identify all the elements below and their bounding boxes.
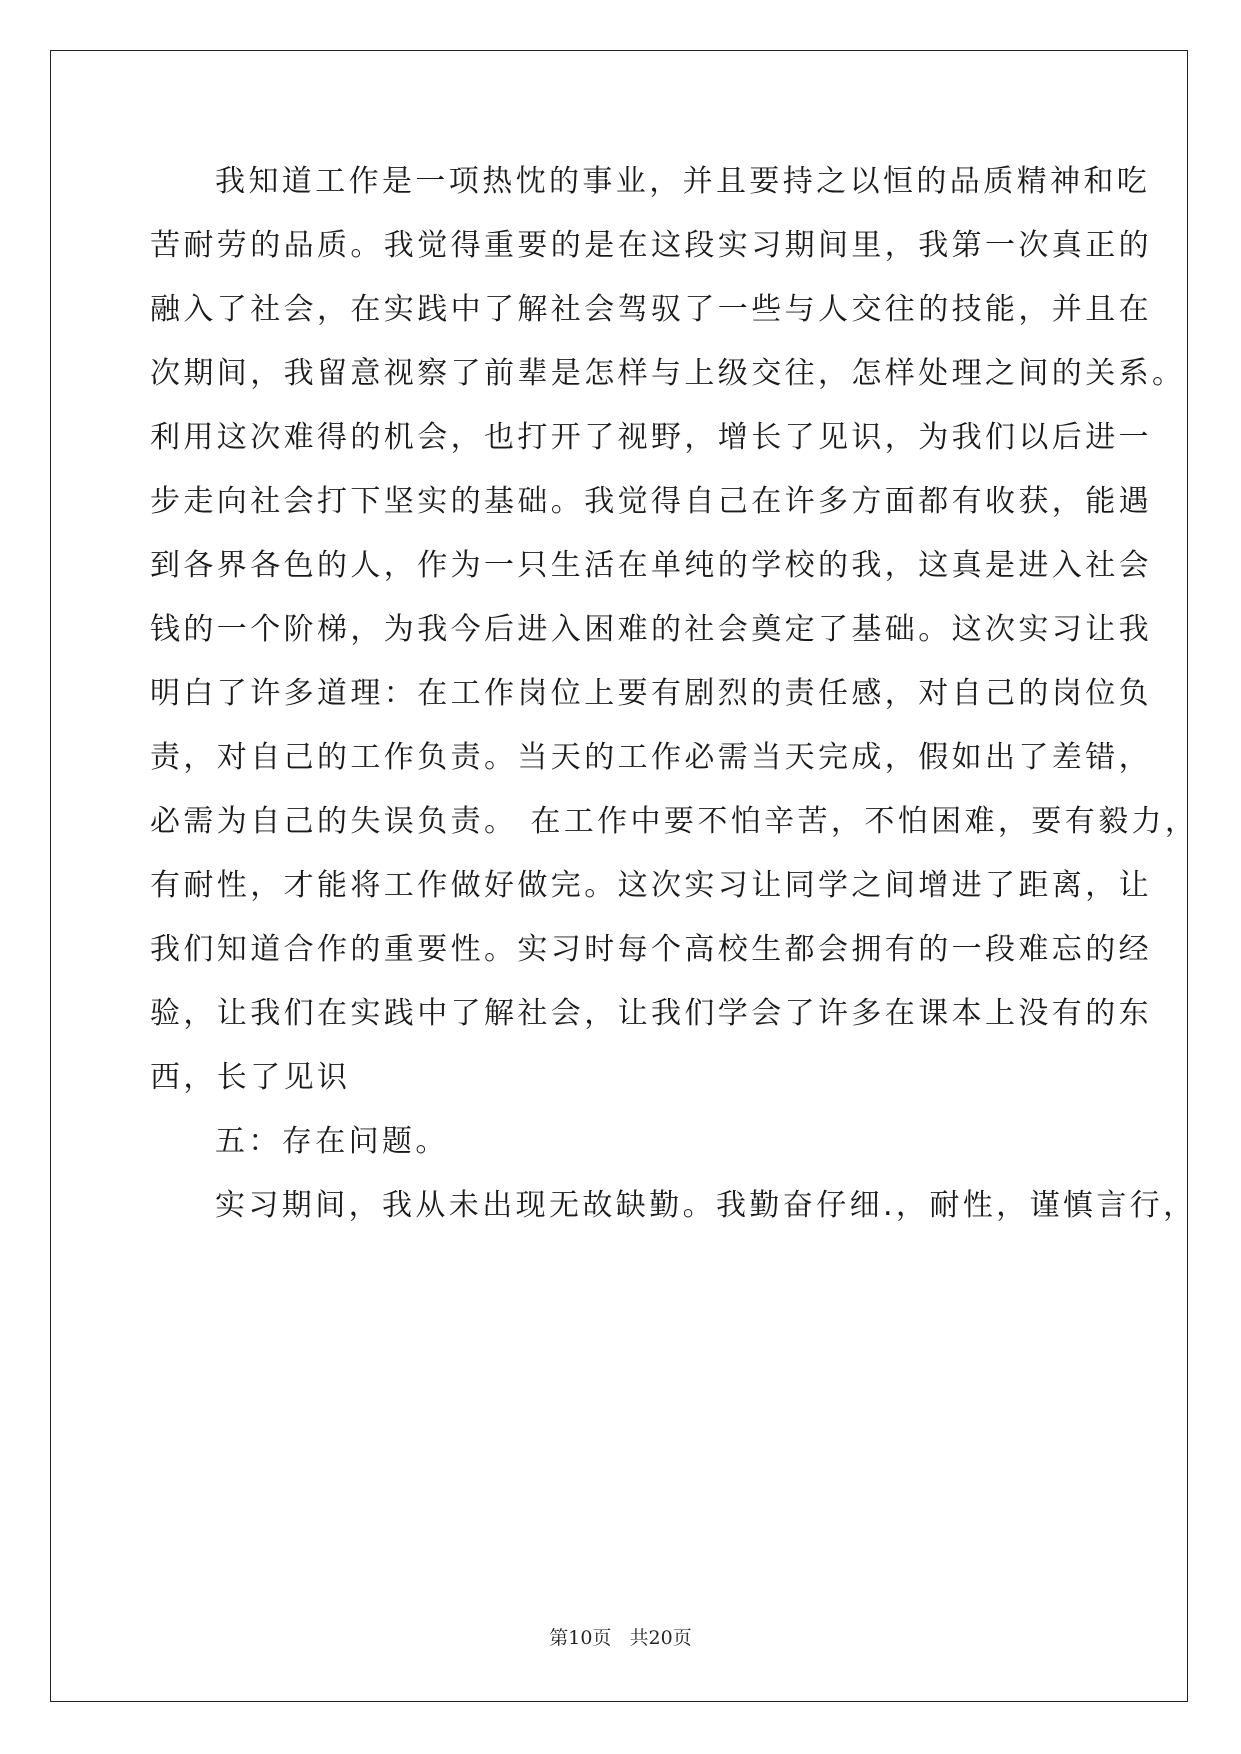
paragraph-line: 到各界各色的人，作为一只生活在单纯的学校的我，这真是进入社会	[150, 548, 1152, 583]
paragraph-line: 西，长了见识	[150, 1060, 351, 1095]
paragraph-line: 我们知道合作的重要性。实习时每个高校生都会拥有的一段难忘的经	[150, 932, 1152, 967]
paragraph-line: 步走向社会打下坚实的基础。我觉得自己在许多方面都有收获，能遇	[150, 484, 1152, 519]
paragraph-line: 钱的一个阶梯，为我今后进入困难的社会奠定了基础。这次实习让我	[150, 612, 1152, 647]
page-number-footer: 第10页 共20页	[549, 1627, 692, 1649]
paragraph-line: 有耐性，才能将工作做好做完。这次实习让同学之间增进了距离，让	[150, 868, 1152, 903]
section-heading: 五：存在问题。	[215, 1124, 449, 1159]
document-body	[150, 150, 1199, 1238]
paragraph-line: 必需为自己的失误负责。 在工作中要不怕辛苦，不怕困难，要有毅力，	[150, 804, 1199, 839]
paragraph-line: 实习期间，我从未出现无故缺勤。我勤奋仔细.，耐性，谨慎言行，	[215, 1188, 1197, 1223]
paragraph-line: 责，对自己的工作负责。当天的工作必需当天完成，假如出了差错，	[150, 740, 1152, 775]
paragraph-line: 次期间，我留意视察了前辈是怎样与上级交往，怎样处理之间的关系。	[150, 356, 1186, 391]
paragraph-line: 我知道工作是一项热忱的事业，并且要持之以恒的品质精神和吃	[215, 164, 1151, 199]
paragraph-line: 苦耐劳的品质。我觉得重要的是在这段实习期间里，我第一次真正的	[150, 228, 1152, 263]
paragraph-line: 利用这次难得的机会，也打开了视野，增长了见识，为我们以后进一	[150, 420, 1152, 455]
paragraph-line: 明白了许多道理：在工作岗位上要有剧烈的责任感，对自己的岗位负	[150, 676, 1152, 711]
paragraph-line: 融入了社会，在实践中了解社会驾驭了一些与人交往的技能，并且在	[150, 292, 1152, 327]
paragraph-line: 验，让我们在实践中了解社会，让我们学会了许多在课本上没有的东	[150, 996, 1152, 1031]
